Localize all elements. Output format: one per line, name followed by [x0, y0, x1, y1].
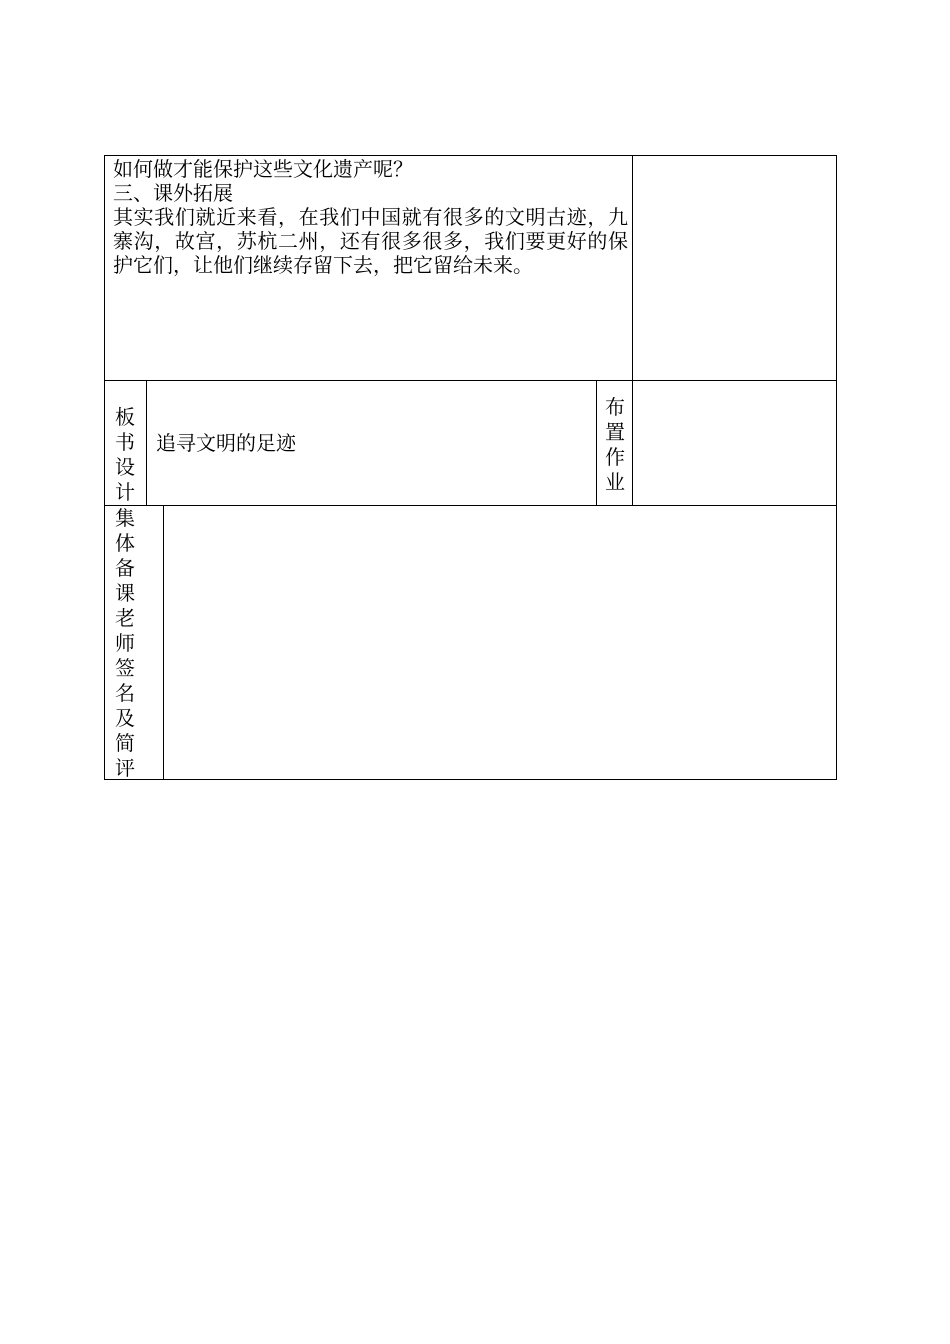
group-review-label-char: 集 [115, 506, 135, 530]
group-review-label-char: 简 [115, 731, 135, 755]
group-review-label [113, 506, 137, 781]
row-divider-1 [104, 380, 837, 381]
review-label-divider [163, 505, 164, 780]
group-review-label-char: 及 [115, 706, 135, 730]
homework-label-char: 业 [605, 470, 625, 494]
homework-label-char: 作 [605, 445, 625, 469]
homework-label-char: 置 [605, 420, 625, 444]
group-review-label-char: 备 [115, 556, 135, 580]
board-design-label-char: 板 [115, 405, 135, 429]
homework-label [603, 395, 627, 495]
homework-label-divider [596, 380, 597, 506]
lesson-paragraph: 其实我们就近来看，在我们中国就有很多的文明古迹，九寨沟，故宫，苏杭二州，还有很多很多，我们要更好的保护它们，让他们继续存留下去，把它留给未来。 [113, 205, 628, 277]
homework-label-char: 布 [605, 395, 625, 419]
board-design-content: 追寻文明的足迹 [156, 431, 296, 455]
board-design-label [113, 405, 137, 505]
board-label-divider [146, 380, 147, 506]
table-left-border [104, 155, 105, 780]
group-review-label-char: 体 [115, 531, 135, 555]
lesson-content [113, 157, 628, 277]
table-right-border [836, 155, 837, 780]
group-review-label-char: 老 [115, 606, 135, 630]
group-review-label-char: 签 [115, 656, 135, 680]
row-divider-2 [104, 505, 837, 506]
group-review-label-char: 名 [115, 681, 135, 705]
group-review-label-char: 师 [115, 631, 135, 655]
board-design-label-char: 计 [115, 480, 135, 504]
column-divider-main [632, 155, 633, 506]
table-top-border [104, 155, 837, 156]
table-bottom-border [104, 779, 837, 780]
board-design-label-char: 书 [115, 430, 135, 454]
group-review-label-char: 课 [115, 581, 135, 605]
group-review-label-char: 评 [115, 756, 135, 780]
board-design-label-char: 设 [115, 455, 135, 479]
lesson-section-title: 三、课外拓展 [113, 181, 233, 205]
lesson-question: 如何做才能保护这些文化遗产呢？ [113, 157, 413, 181]
